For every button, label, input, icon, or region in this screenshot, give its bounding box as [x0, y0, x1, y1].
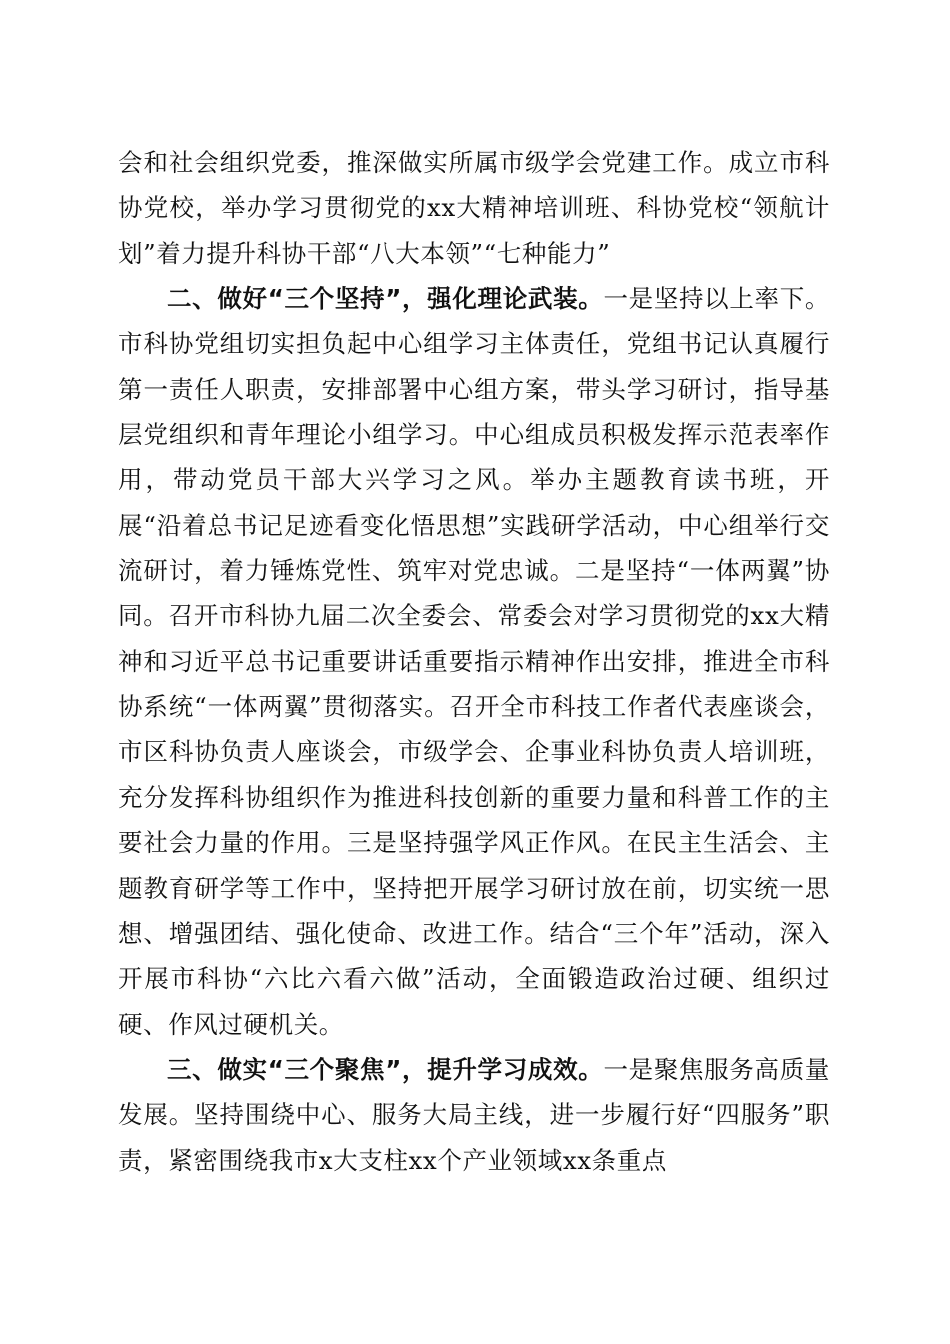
- section-two-heading: 二、做好“三个坚持”，强化理论武装。: [167, 284, 604, 314]
- paragraph-section-two: [118, 276, 830, 1047]
- section-two-body: 一是坚持以上率下。市科协党组切实担负起中心组学习主体责任，党组书记认真履行第一责任人职责，安排部署中心组方案，带头学习研讨，指导基层党组织和青年理论小组学习。中心组成员积极发挥示范表率作用，带动党员干部大兴学习之风。举办主题教育读书班，开展“沿着总书记足迹看变化悟思想”实践研学活动，中心组举行交流研讨，着力锤炼党性、筑牢对党忠诚。二是坚持“一体两翼”协同。召开市科协九届二次全委会、常委会对学习贯彻党的xx大精神和习近平总书记重要讲话重要指示精神作出安排，推进全市科协系统“一体两翼”贯彻落实。召开全市科技工作者代表座谈会，市区科协负责人座谈会，市级学会、企事业科协负责人培训班，充分发挥科协组织作为推进科技创新的重要力量和科普工作的主要社会力量的作用。三是坚持强学风正作风。在民主生活会、主题教育研学等工作中，坚持把开展学习研讨放在前，切实统一思想、增强团结、强化使命、改进工作。结合“三个年”活动，深入开展市科协“六比六看六做”活动，全面锻造政治过硬、组织过硬、作风过硬机关。: [118, 284, 830, 1039]
- section-three-body: 一是聚焦服务高质量发展。坚持围绕中心、服务大局主线，进一步履行好“四服务”职责，紧密围绕我市x大支柱xx个产业领域xx条重点: [118, 1054, 830, 1175]
- section-three-heading: 三、做实“三个聚焦”，提升学习成效。: [167, 1054, 604, 1084]
- paragraph-section-three: [118, 1047, 830, 1183]
- document-body: [118, 140, 830, 1183]
- paragraph-continuation: 会和社会组织党委，推深做实所属市级学会党建工作。成立市科协党校，举办学习贯彻党的xx大精神培训班、科协党校“领航计划”着力提升科协干部“八大本领”“七种能力”: [118, 148, 830, 268]
